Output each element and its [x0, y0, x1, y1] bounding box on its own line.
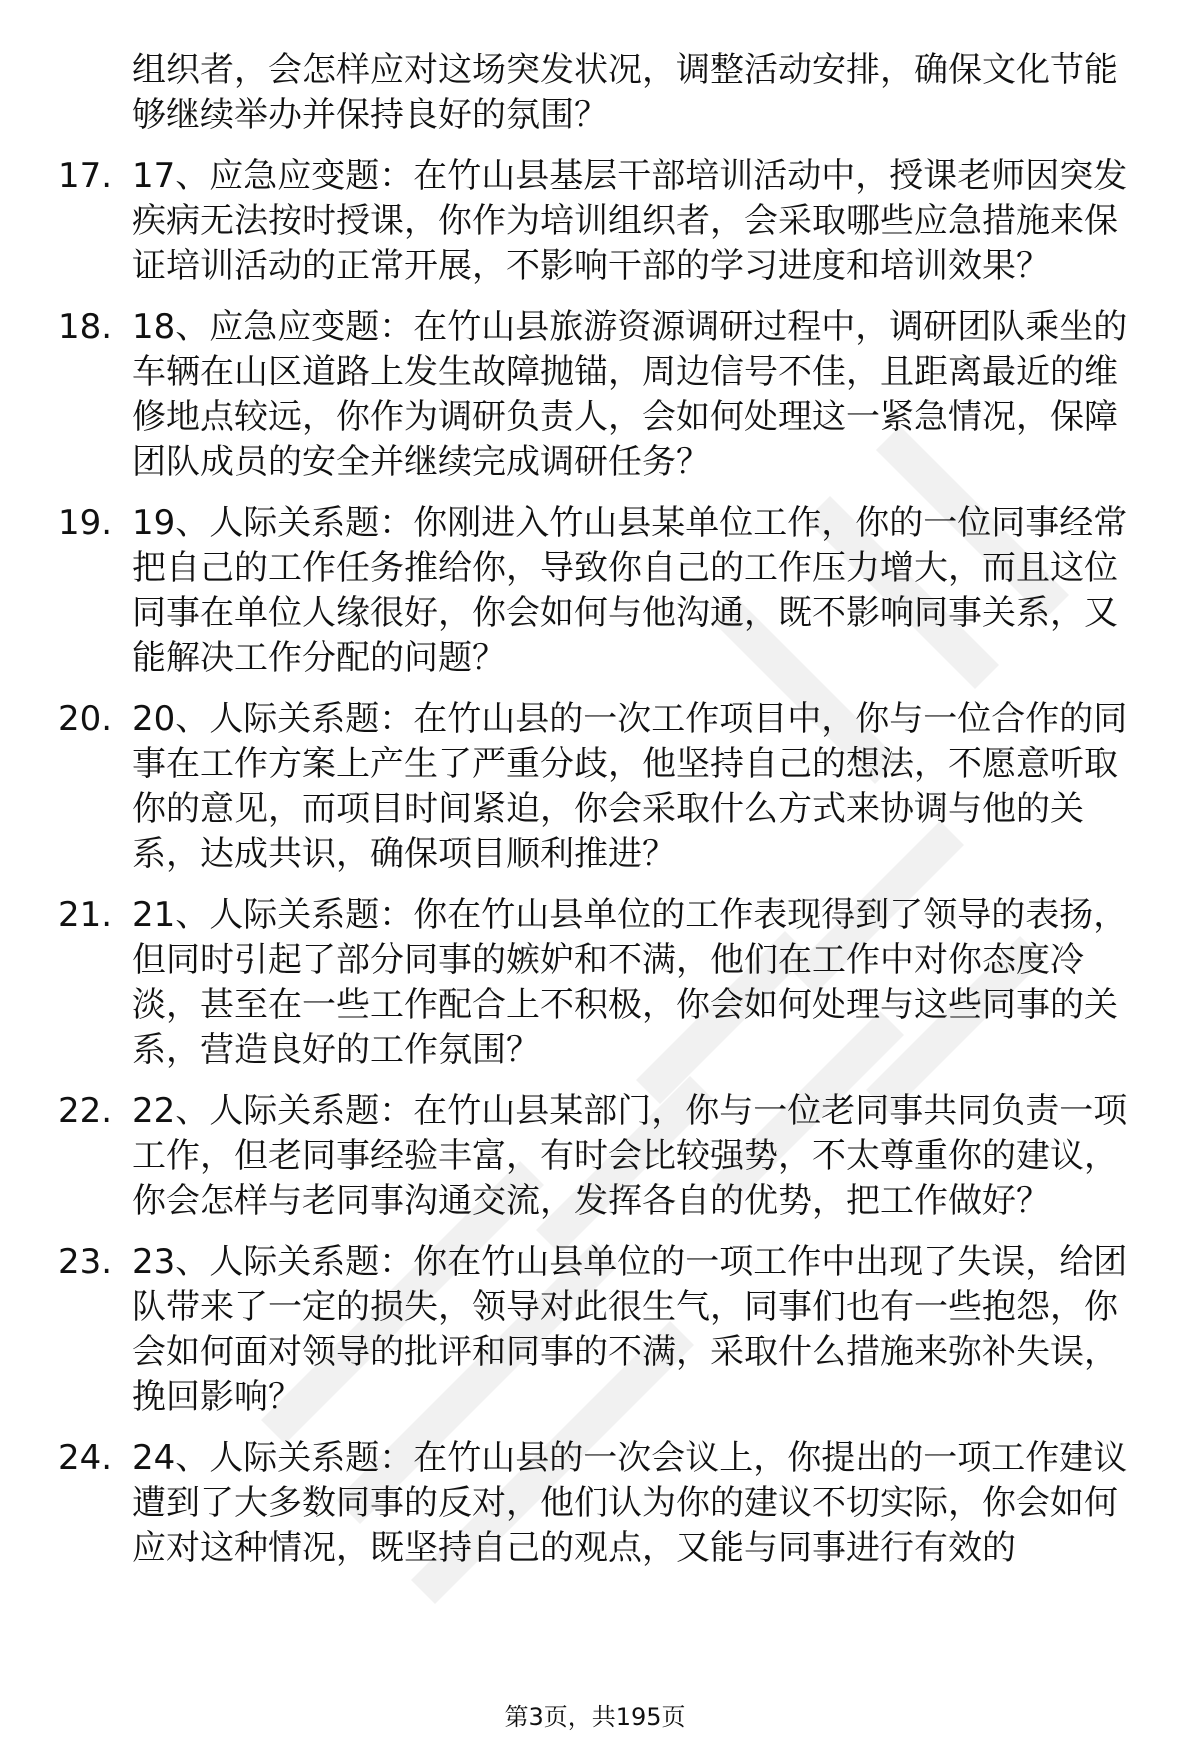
list-item [58, 501, 1148, 681]
list-item [58, 1436, 1148, 1571]
list-item-number: 20. [58, 699, 113, 739]
list-item-text: 17、应急应变题：在竹山县基层干部培训活动中，授课老师因突发疾病无法按时授课，你作为培训组织者，会采取哪些应急措施来保证培训活动的正常开展，不影响干部的学习进度和培训效果？ [132, 156, 1128, 286]
page-footer [0, 1702, 1190, 1732]
list-item [58, 1089, 1148, 1224]
list-item [58, 893, 1148, 1073]
list-item [58, 1240, 1148, 1420]
list-item-number: 17. [58, 156, 113, 196]
list-item-number: 18. [58, 307, 113, 347]
list-item [58, 305, 1148, 485]
list-item-number: 23. [58, 1242, 113, 1282]
list-item-number: 19. [58, 503, 113, 543]
question-list [58, 48, 1148, 1571]
list-item-number: 24. [58, 1438, 113, 1478]
list-item-text: 21、人际关系题：你在竹山县单位的工作表现得到了领导的表扬，但同时引起了部分同事的嫉妒和不满，他们在工作中对你态度冷淡，甚至在一些工作配合上不积极，你会如何处理与这些同事的关系，营造良好的工作氛围？ [132, 895, 1128, 1070]
continued-question-text: 组织者，会怎样应对这场突发状况，调整活动安排，确保文化节能够继续举办并保持良好的氛围？ [132, 50, 1118, 135]
page-number-label: 第3页，共195页 [504, 1703, 686, 1731]
list-item-text: 20、人际关系题：在竹山县的一次工作项目中，你与一位合作的同事在工作方案上产生了严重分歧，他坚持自己的想法，不愿意听取你的意见，而项目时间紧迫，你会采取什么方式来协调与他的关系，达成共识，确保项目顺利推进？ [132, 699, 1128, 874]
list-item-number: 22. [58, 1091, 113, 1131]
list-item-number: 21. [58, 895, 113, 935]
list-item [58, 697, 1148, 877]
list-item-text: 24、人际关系题：在竹山县的一次会议上，你提出的一项工作建议遭到了大多数同事的反对，他们认为你的建议不切实际，你会如何应对这种情况，既坚持自己的观点，又能与同事进行有效的 [132, 1438, 1128, 1568]
list-item [58, 154, 1148, 289]
list-item-text: 19、人际关系题：你刚进入竹山县某单位工作，你的一位同事经常把自己的工作任务推给你，导致你自己的工作压力增大，而且这位同事在单位人缘很好，你会如何与他沟通，既不影响同事关系，又能解决工作分配的问题？ [132, 503, 1128, 678]
list-item-text: 23、人际关系题：你在竹山县单位的一项工作中出现了失误，给团队带来了一定的损失，领导对此很生气，同事们也有一些抱怨，你会如何面对领导的批评和同事的不满，采取什么措施来弥补失误，挽回影响？ [132, 1242, 1128, 1417]
list-item-text: 22、人际关系题：在竹山县某部门，你与一位老同事共同负责一项工作，但老同事经验丰富，有时会比较强势，不太尊重你的建议，你会怎样与老同事沟通交流，发挥各自的优势，把工作做好？ [132, 1091, 1128, 1221]
list-item-text: 18、应急应变题：在竹山县旅游资源调研过程中，调研团队乘坐的车辆在山区道路上发生故障抛锚，周边信号不佳，且距离最近的维修地点较远，你作为调研负责人，会如何处理这一紧急情况，保障团队成员的安全并继续完成调研任务？ [132, 307, 1128, 482]
